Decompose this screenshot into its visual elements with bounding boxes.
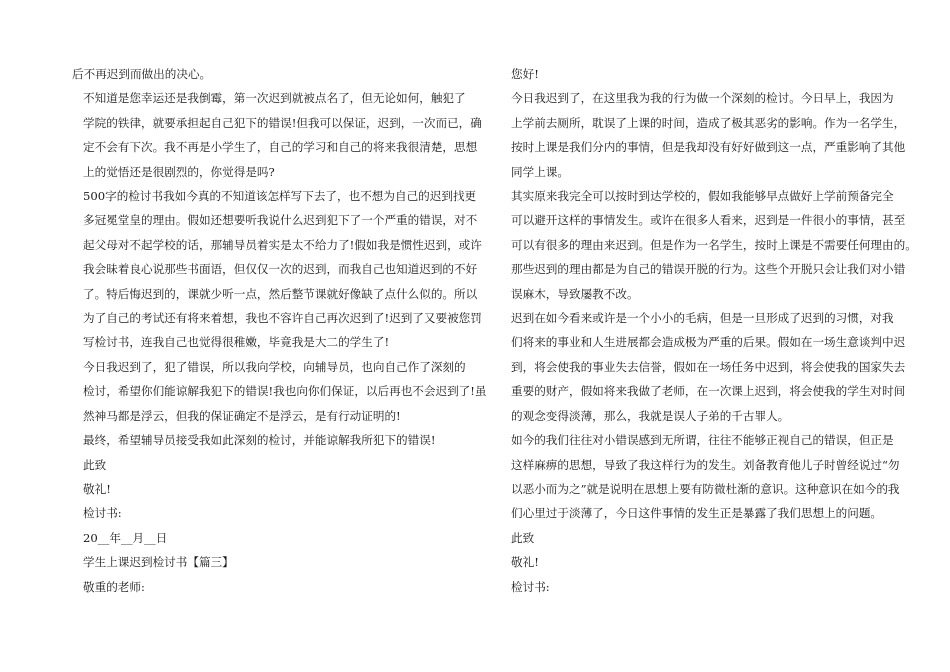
text-line: 最终，希望辅导员接受我如此深刻的检讨，并能谅解我所犯下的错误!: [83, 433, 436, 448]
paragraph: [72, 526, 460, 550]
paragraph: [72, 453, 460, 477]
text-line: 误麻木，导致屡教不改。: [511, 286, 639, 301]
text-line: 不知道是您幸运还是我倒霉，第一次迟到就被点名了，但无论如何，触犯了: [83, 91, 466, 106]
text-line: 按时上课是我们分内的事情，但是我却没有好好做到这一点，严重影响了其他: [511, 140, 906, 155]
right-column: [500, 62, 917, 599]
text-line: 上学前去厕所，耽误了上课的时间，造成了极其恶劣的影响。作为一名学生，: [511, 115, 906, 130]
text-line: 敬重的老师:: [83, 579, 145, 594]
text-line: 多冠冕堂皇的理由。假如还想要听我说什么迟到犯下了一个严重的错误，对不: [83, 213, 478, 228]
text-line: 此致: [83, 457, 107, 472]
text-line: 们心里过于淡薄了，今日这件事情的发生正是暴露了我们思想上的问题。: [511, 506, 883, 521]
text-line: 上的觉悟还是很剧烈的，你觉得是吗?: [83, 164, 275, 179]
paragraph: [72, 184, 482, 355]
paragraph: [72, 550, 460, 574]
paragraph: [500, 550, 884, 574]
text-line: 500字的检讨书我如今真的不知道该怎样写下去了，也不想为自己的迟到找更: [83, 189, 477, 204]
text-line: 定不会有下次。我不再是小学生了，自己的学习和自己的将来我很清楚，思想: [83, 140, 478, 155]
text-line: 以恶小而为之”就是说明在思想上要有防微杜渐的意识。这种意识在如今的我: [511, 481, 900, 496]
paragraph: [500, 86, 906, 184]
paragraph: [500, 575, 884, 599]
text-line: 您好!: [511, 67, 539, 81]
text-line: 敬礼!: [83, 481, 111, 496]
paragraph: [72, 477, 460, 501]
text-line: 此致: [511, 530, 535, 545]
paragraph: [500, 428, 900, 526]
text-line: 今日我迟到了，在这里我为我的行为做一个深刻的检讨。今日早上，我因为: [511, 91, 894, 106]
text-line: 重要的财产，假如将来我做了老师，在一次课上迟到，将会使我的学生对时间: [511, 384, 906, 399]
paragraph: [72, 355, 487, 428]
text-line: 们将来的事业和人生进展都会造成极为严重的后果。假如在一场生意谈判中迟: [511, 335, 906, 350]
text-line: 学院的铁律，就要承担起自己犯下的错误!但我可以保证，迟到，一次而已，确: [83, 115, 482, 130]
paragraph: [500, 62, 884, 86]
text-line: 为了自己的考试还有将来着想，我也不容许自己再次迟到了!迟到了又要被您罚: [83, 311, 482, 326]
text-line: 了。特后悔迟到的，课就少听一点，然后整节课就好像缺了点什么似的。所以: [83, 286, 478, 301]
text-line: 后不再迟到而做出的决心。: [72, 67, 212, 81]
left-column: [72, 62, 487, 599]
text-line: 同学上课。: [511, 164, 569, 179]
paragraph: [72, 86, 482, 184]
text-line: 如今的我们往往对小错误感到无所谓，往往不能够正视自己的错误，但正是: [511, 433, 894, 448]
text-line: 检讨，希望你们能谅解我犯下的错误!我也向你们保证，以后再也不会迟到了!虽: [83, 384, 487, 399]
text-line: 然神马都是浮云，但我的保证确定不是浮云，是有行动证明的!: [83, 408, 401, 423]
paragraph: [72, 501, 460, 525]
text-line: 20__年__月__日: [83, 530, 168, 545]
paragraph: [72, 575, 460, 599]
paragraph: [72, 428, 460, 452]
text-line: 其实原来我完全可以按时到达学校的，假如我能够早点做好上学前预备完全: [511, 189, 894, 204]
text-line: 可以避开这样的事情发生。或许在很多人看来，迟到是一件很小的事情，甚至: [511, 213, 906, 228]
text-line: 迟到在如今看来或许是一个小小的毛病，但是一旦形成了迟到的习惯，对我: [511, 311, 894, 326]
text-line: 那些迟到的理由都是为自己的错误开脱的行为。这些个开脱只会让我们对小错: [511, 262, 906, 277]
text-line: 我会昧着良心说那些书面语，但仅仅一次的迟到，而我自己也知道迟到的不好: [83, 262, 478, 277]
text-line: 的观念变得淡薄，那么，我就是误人子弟的千古罪人。: [511, 408, 790, 423]
text-line: 可以有很多的理由来迟到。但是作为一名学生，按时上课是不需要任何理由的。: [511, 237, 917, 252]
text-line: 今日我迟到了，犯了错误，所以我向学校，向辅导员，也向自己作了深刻的: [83, 359, 466, 374]
paragraph: [72, 62, 460, 86]
paragraph: [500, 184, 917, 306]
paragraph: [500, 306, 906, 428]
text-line: 起父母对不起学校的话，那辅导员着实是太不给力了!假如我是惯性迟到，或许: [83, 237, 482, 252]
text-line: 这样麻痹的思想，导致了我这样行为的发生。刘备教育他儿子时曾经说过“勿: [511, 457, 900, 472]
text-line: 敬礼!: [511, 555, 539, 570]
text-line: 写检讨书，连我自己也觉得很稚嫩，毕竟我是大二的学生了!: [83, 335, 390, 350]
paragraph: [500, 526, 884, 550]
text-line: 学生上课迟到检讨书【篇三】: [83, 555, 234, 570]
text-line: 检讨书:: [83, 506, 122, 521]
text-line: 到，将会使我的事业失去信誉，假如在一场任务中迟到，将会使我的国家失去: [511, 359, 906, 374]
text-line: 检讨书:: [511, 579, 550, 594]
